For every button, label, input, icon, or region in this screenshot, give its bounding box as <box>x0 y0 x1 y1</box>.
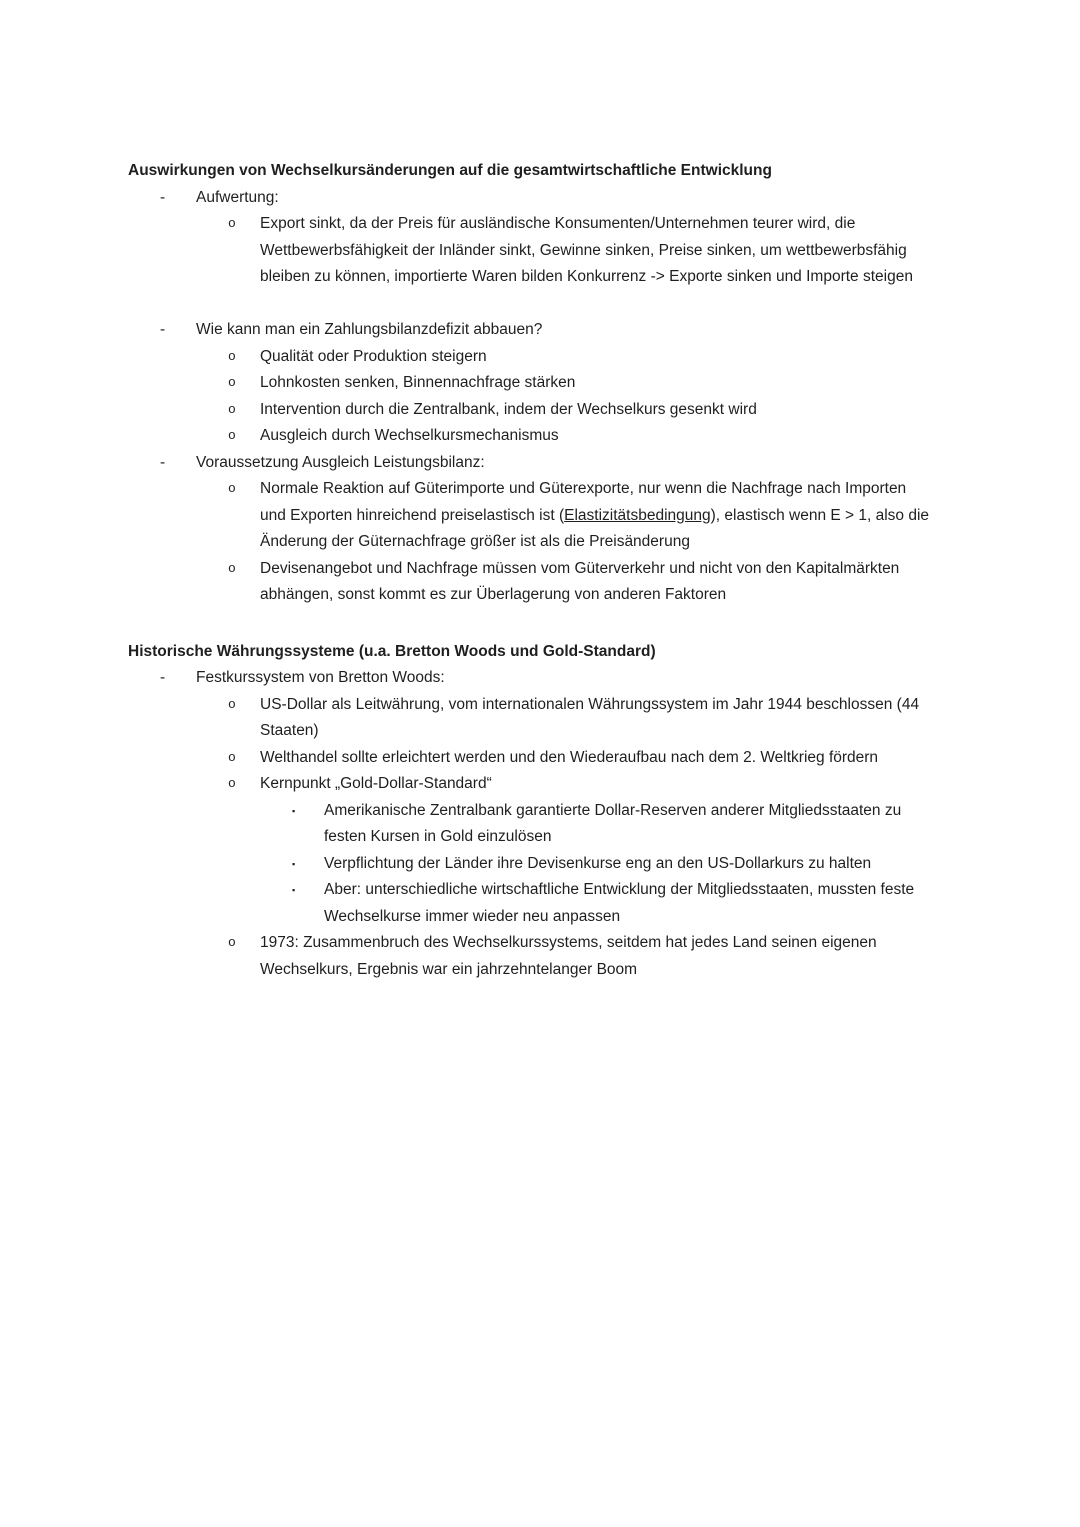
list-item-text: Qualität oder Produktion steigern <box>260 347 487 365</box>
list-item <box>128 930 930 983</box>
list-item-text: US-Dollar als Leitwährung, vom internationalen Währungssystem im Jahr 1944 beschlossen (44 Staaten) <box>260 695 920 739</box>
list-item-text: Voraussetzung Ausgleich Leistungsbilanz: <box>196 453 485 471</box>
list-item <box>128 476 930 556</box>
underlined-term: Elastizitätsbedingung <box>564 506 711 524</box>
square-bullet: ▪ <box>292 885 296 895</box>
list-item-text: Intervention durch die Zentralbank, indem der Wechselkurs gesenkt wird <box>260 400 757 418</box>
list-item <box>128 556 930 609</box>
o-bullet: o <box>228 348 236 364</box>
list-item <box>128 370 930 397</box>
list-item <box>128 798 930 851</box>
list-item-text: Aufwertung: <box>196 188 279 206</box>
list-item <box>128 877 930 930</box>
list-item-text: Ausgleich durch Wechselkursmechanismus <box>260 427 559 444</box>
list-item <box>128 771 930 798</box>
o-bullet: o <box>228 935 236 950</box>
list-item-text: Kernpunkt „Gold-Dollar-Standard“ <box>260 775 492 792</box>
list-item <box>128 344 930 371</box>
list-item <box>128 665 930 692</box>
section-exchange-rate-effects <box>128 158 930 609</box>
o-bullet: o <box>228 696 236 712</box>
list-item <box>128 211 930 291</box>
list-item <box>128 397 930 424</box>
o-bullet: o <box>228 481 236 496</box>
list-item-text: Welthandel sollte erleichtert werden und den Wiederaufbau nach dem 2. Weltkrieg fördern <box>260 748 879 766</box>
dash-bullet: - <box>160 321 166 338</box>
square-bullet: ▪ <box>292 805 296 816</box>
o-bullet: o <box>228 428 236 443</box>
list-item <box>128 317 930 344</box>
o-bullet: o <box>228 776 236 791</box>
o-bullet: o <box>228 375 236 390</box>
list-item-text: 1973: Zusammenbruch des Wechselkurssystems, seitdem hat jedes Land seinen eigenen Wechselkurs, Ergebnis war ein jahrzehntelanger Boom <box>260 934 877 978</box>
list-item-text: Verpflichtung der Länder ihre Devisenkurse eng an den US-Dollarkurs zu halten <box>324 854 872 872</box>
o-bullet: o <box>228 560 236 576</box>
list-item-text: Aber: unterschiedliche wirtschaftliche Entwicklung der Mitgliedsstaaten, mussten feste Wechselkurse immer wieder neu anpassen <box>324 881 915 925</box>
list-item-text: Export sinkt, da der Preis für ausländische Konsumenten/Unternehmen teurer wird, die Wettbewerbsfähigkeit der Inländer sinkt, Gewinne sinken, Preise sinken, um wettbewerbsfähig bleiben zu können, importierte Waren bilden Konkurrenz -> Exporte sinken und Importe steigen <box>260 215 913 285</box>
list-item <box>128 450 930 477</box>
list-item-text: Festkurssystem von Bretton Woods: <box>196 669 445 686</box>
section-heading: Auswirkungen von Wechselkursänderungen auf die gesamtwirtschaftliche Entwicklung <box>128 162 772 179</box>
list-item-text <box>260 476 930 556</box>
section-heading: Historische Währungssysteme (u.a. Bretton Woods und Gold-Standard) <box>128 642 656 660</box>
o-bullet: o <box>228 401 236 417</box>
list-item-text: Devisenangebot und Nachfrage müssen vom Güterverkehr und nicht von den Kapitalmärkten abhängen, sonst kommt es zur Überlagerung von anderen Faktoren <box>260 559 900 603</box>
dash-bullet: - <box>160 453 166 471</box>
section-historic-currency-systems <box>128 639 930 984</box>
list-item-text: Amerikanische Zentralbank garantierte Dollar-Reserven anderer Mitgliedsstaaten zu festen Kursen in Gold einzulösen <box>324 801 902 845</box>
list-item-text: Lohnkosten senken, Binnennachfrage stärken <box>260 374 576 391</box>
list-item <box>128 185 930 212</box>
square-bullet: ▪ <box>292 858 296 869</box>
dash-bullet: - <box>160 188 166 206</box>
text-segment: ), elastisch wenn E > 1, also die Änderung der Güternachfrage größer ist als die Preisänderung <box>260 506 930 550</box>
list-item-text: Wie kann man ein Zahlungsbilanzdefizit abbauen? <box>196 321 543 338</box>
dash-bullet: - <box>160 669 166 686</box>
text-segment: Normale Reaktion auf Güterimporte und Güterexporte, nur wenn die Nachfrage nach Importen und Exporten hinreichend preiselastisch ist ( <box>260 480 907 524</box>
list-item <box>128 851 930 878</box>
list-item <box>128 692 930 745</box>
list-item <box>128 745 930 772</box>
list-item <box>128 423 930 450</box>
o-bullet: o <box>228 749 236 765</box>
o-bullet: o <box>228 216 236 231</box>
